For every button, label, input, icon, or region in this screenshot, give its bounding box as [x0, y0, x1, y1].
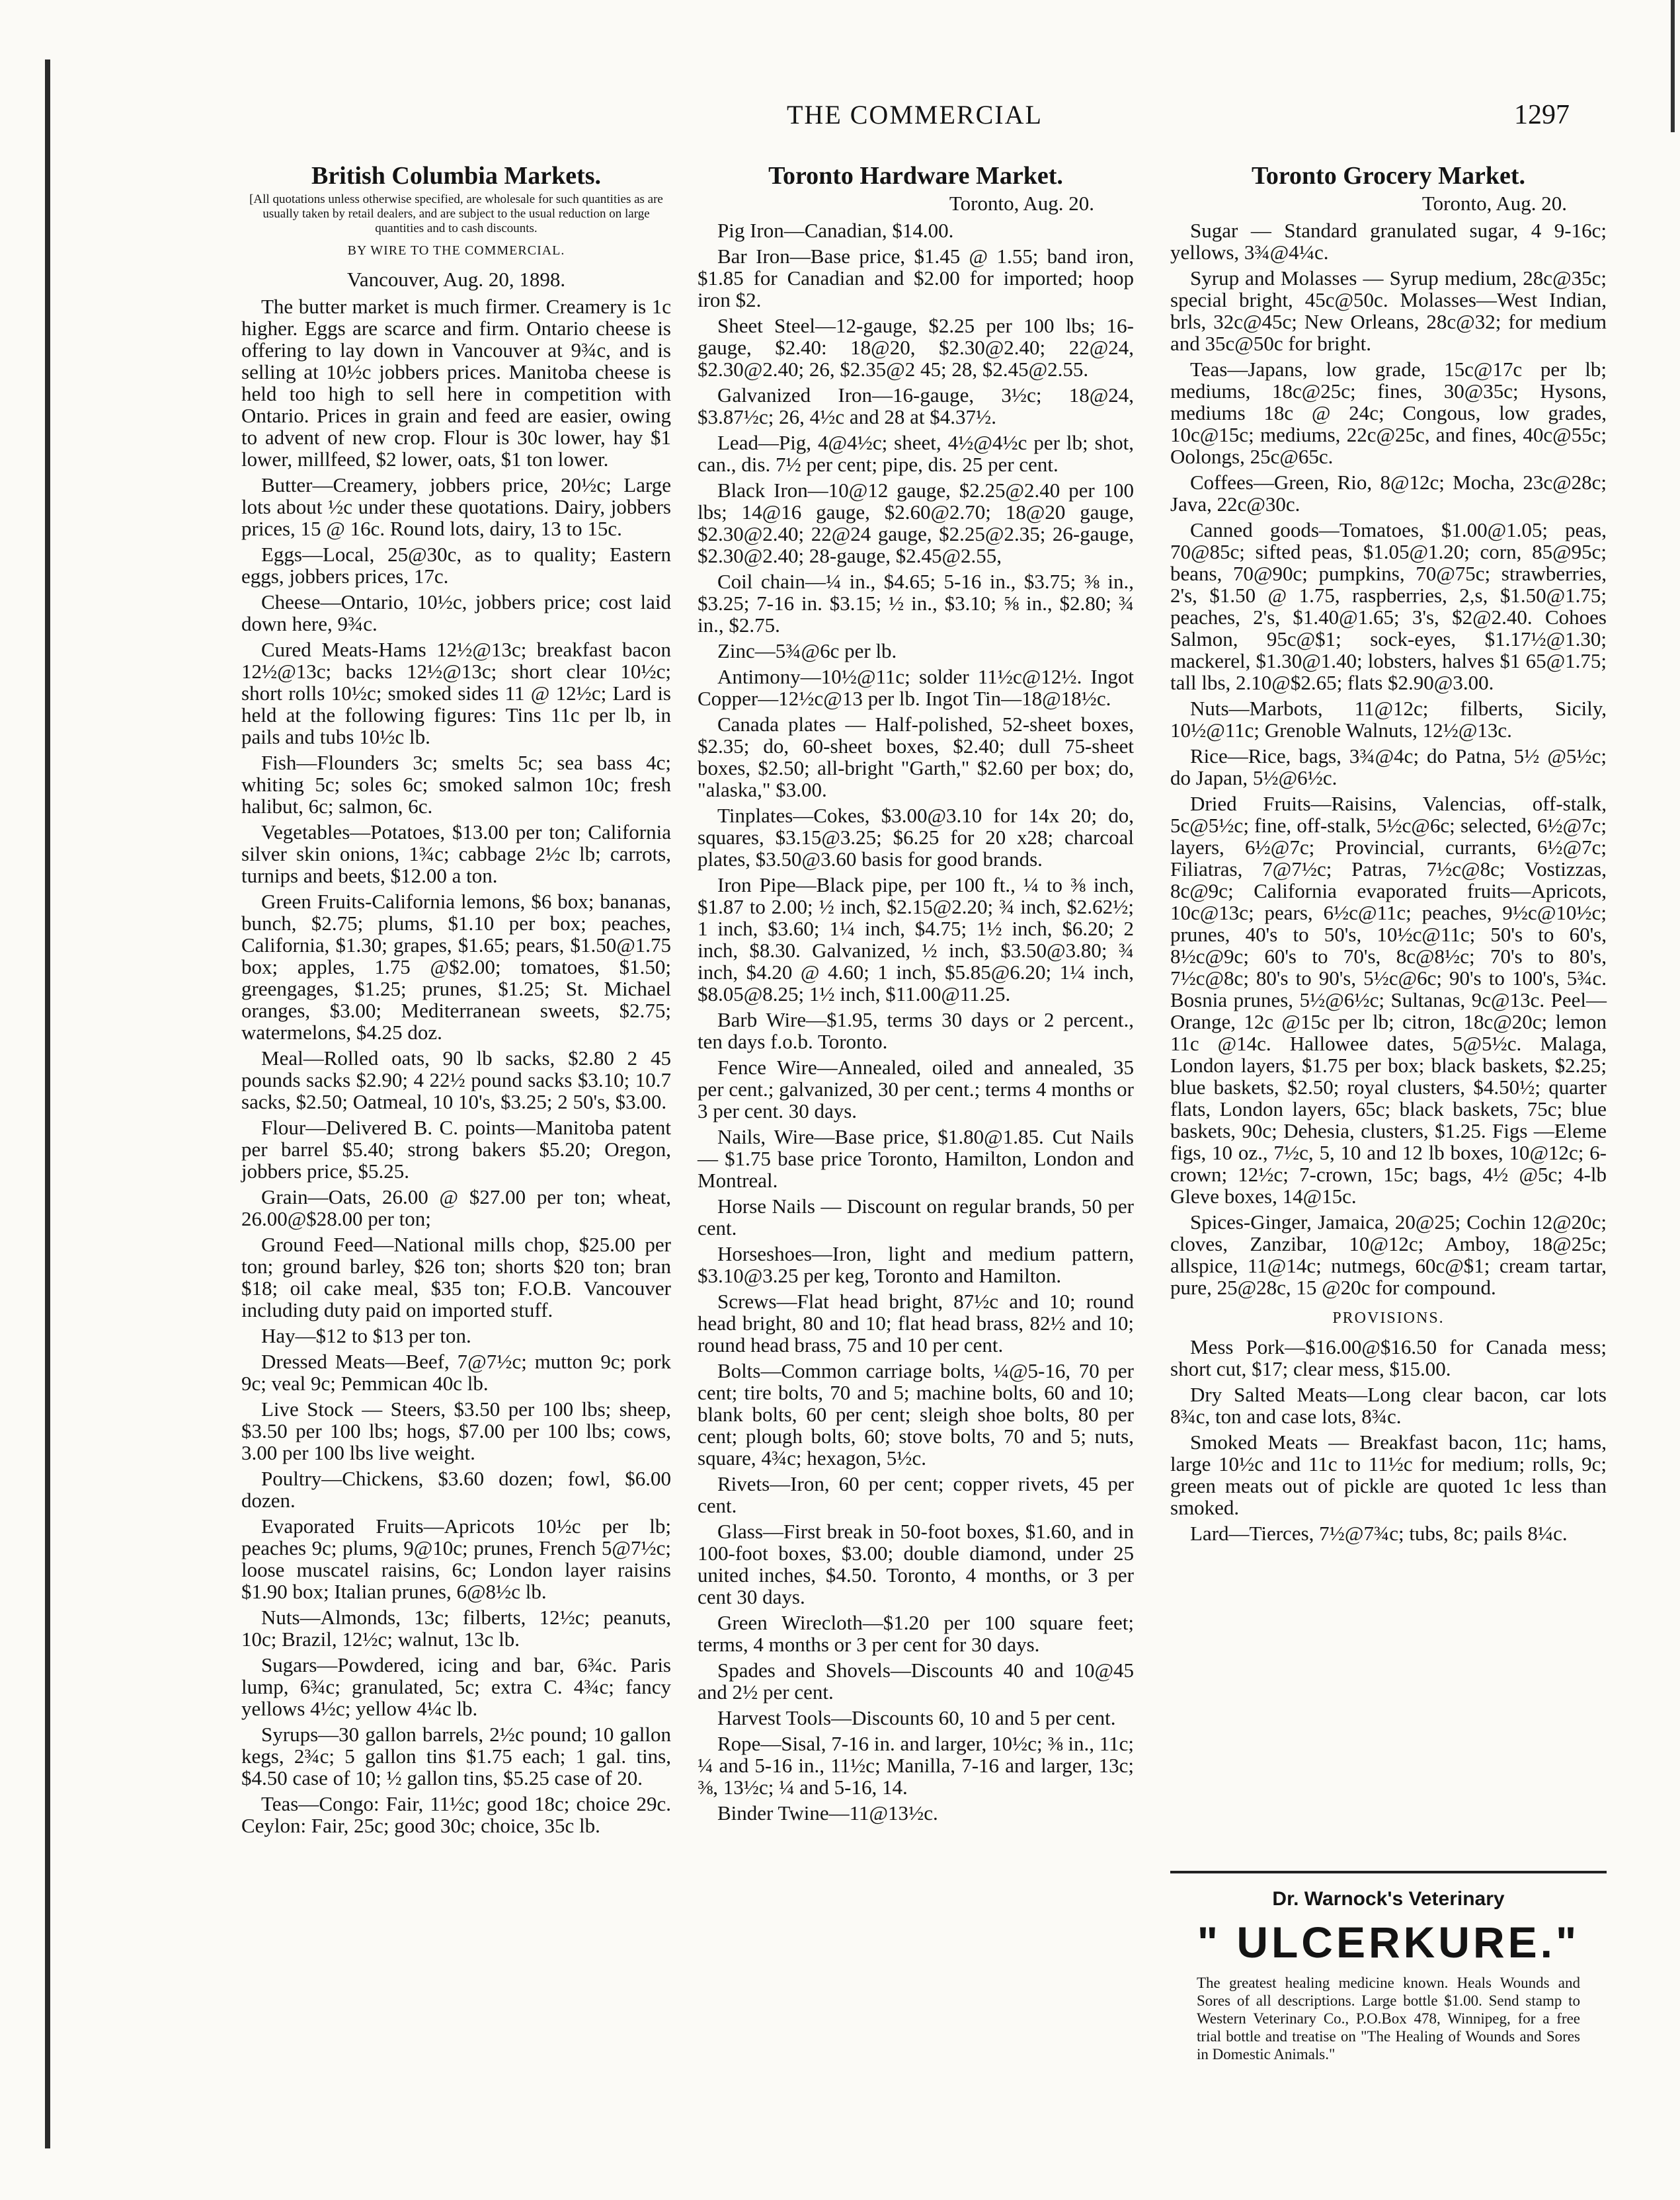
paragraph: Canned goods—Tomatoes, $1.00@1.05; peas, 70@85c; sifted peas, $1.05@1.20; corn, 85@95c; beans, 70@90c; pumpkins, 70@75c; strawberries, 2's, $1.50 @ 1.75, raspberries, 2,s, $1.50@1.75; peaches, 2's, $1.40@1.65; 3's, $2@2.40. Cohoes Salmon, 95c@$1; sock-eyes, $1.17½@1.30; mackerel, $1.30@1.40; lobsters, halves $1 65@1.75; tall lbs, 2.10@$2.65; flats $2.90@3.00. — [1170, 518, 1607, 694]
article-title: British Columbia Markets. — [311, 162, 602, 190]
paragraph: Grain—Oats, 26.00 @ $27.00 per ton; wheat, 26.00@$28.00 per ton; — [241, 1185, 671, 1230]
paragraph: Coil chain—¼ in., $4.65; 5-16 in., $3.75; ⅜ in., $3.25; 7-16 in. $3.15; ½ in., $3.10; ⅝ in., $2.80; ¾ in., $2.75. — [698, 570, 1134, 637]
dateline: Vancouver, Aug. 20, 1898. — [346, 268, 566, 291]
paragraph: Cheese—Ontario, 10½c, jobbers price; cost laid down here, 9¾c. — [241, 590, 671, 635]
paragraph: Smoked Meats — Breakfast bacon, 11c; hams, large 10½c and 11c to 11½c for medium; rolls, 9c; green meats out of pickle are quoted 1c less than smoked. — [1170, 1431, 1607, 1519]
page-number: 1297 — [1514, 100, 1570, 130]
paragraph: Screws—Flat head bright, 87½c and 10; round head bright, 80 and 10; flat head brass, 82½ and 10; round head brass, 75 and 10 per cent. — [698, 1290, 1134, 1356]
quotation-note: [All quotations unless otherwise specified, are wholesale for such quantities as are usually taken by retail dealers, and are subject to the usual reduction on large quantities and to cash discounts. — [249, 192, 663, 235]
paragraph: Rope—Sisal, 7-16 in. and larger, 10½c; ⅜ in., 11c; ¼ and 5-16 in., 11½c; Manilla, 7-16 and larger, 13c; ⅜, 13½c; ¼ and 5-16, 14. — [698, 1732, 1134, 1799]
paragraph: Poultry—Chickens, $3.60 dozen; fowl, $6.00 dozen. — [241, 1467, 671, 1512]
paragraph: Hay—$12 to $13 per ton. — [261, 1324, 471, 1347]
paragraph: Galvanized Iron—16-gauge, 3½c; 18@24, $3.87½c; 26, 4½c and 28 at $4.37½. — [698, 383, 1134, 428]
paragraph: Dried Fruits—Raisins, Valencias, off-stalk, 5c@5½c; fine, off-stalk, 5½c@6c; selected, 6½@7c; layers, 6½@7c; Provincial, currants, 6½@7c; Filiatras, 7@7½c; Patras, 7½c@8c; Vostizzas, 8c@9c; California evaporated fruits—Apricots, 10c@13c; pears, 6½c@11c; peaches, 9½c@10½c; prunes, 40's to 50's, 10½c@11c; 50's to 60's, 8½c@9c; 60's to 70's, 8c@8½c; 70's to 80's, 7½c@8c; 80's to 90's, 5½c@6c; 90's to 100's, 5¾c. Bosnia prunes, 5½@6½c; Sultanas, 9c@13c. Peel—Orange, 12c @15c per lb; citron, 18c@20c; lemon 11c @14c. Hallowee dates, 5@5½c. Malaga, London layers, $1.75 per box; black baskets, $2.25; blue baskets, $2.50; royal clusters, $4.50½; quarter flats, London layers, 65c; black baskets, 75c; blue baskets, 90c; Dehesia, clusters, $1.25. Figs —Eleme figs, 10 oz., 7½c, 5, 10 and 12 lb boxes, 10@12c; 6-crown; 12½c; 7-crown, 15c; bags, 4½ @5c; 4-lb Gleve boxes, 14@15c. — [1170, 792, 1607, 1208]
paragraph: Pig Iron—Canadian, $14.00. — [717, 219, 954, 242]
ad-body-text: The greatest healing medicine known. Heals Wounds and Sores of all descriptions. Large bottle $1.00. Send stamp to Western Veterinary Co., P.O.Box 478, Winnipeg, for a free trial bottle and treatise on "The Healing of Wounds and Sores in Domestic Animals." — [1197, 1975, 1580, 2062]
ad-heading: Dr. Warnock's Veterinary — [1272, 1888, 1505, 1910]
paragraph: Zinc—5¾@6c per lb. — [717, 639, 897, 662]
paragraph: Live Stock — Steers, $3.50 per 100 lbs; sheep, $3.50 per 100 lbs; hogs, $7.00 per 100 lbs; cows, 3.00 per 100 lbs live weight. — [241, 1397, 671, 1464]
page-edge-mark — [1671, 0, 1675, 132]
page-edge-rule — [45, 59, 50, 2148]
paragraph: Cured Meats-Hams 12½@13c; breakfast bacon 12½@13c; backs 12½@13c; short clear 10½c; short rolls 10½c; smoked sides 11 @ 12½c; Lard is held at the following figures: Tins 11c per lb, in pails and tubs 10½c lb. — [241, 638, 671, 748]
paragraph: Lard—Tierces, 7½@7¾c; tubs, 8c; pails 8¼c. — [1190, 1522, 1568, 1545]
paragraph: The butter market is much firmer. Creamery is 1c higher. Eggs are scarce and firm. Ontario cheese is offering to lay down in Vancouver at 9¾c, and is selling at 10½c jobbers prices. Manitoba cheese is held too high to sell here in competition with Ontario. Prices in grain and feed are easier, owing to advent of new crop. Flour is 30c lower, hay $1 lower, millfeed, $2 lower, oats, $1 ton lower. — [241, 295, 671, 471]
paragraph: Dressed Meats—Beef, 7@7½c; mutton 9c; pork 9c; veal 9c; Pemmican 40c lb. — [241, 1350, 671, 1395]
paragraph: Green Fruits-California lemons, $6 box; bananas, bunch, $2.75; plums, $1.10 per box; peaches, California, $1.30; grapes, $1.65; pears, $1.50@1.75 box; apples, 1.75 @$2.00; tomatoes, $1.50; greengages, $1.25; prunes, $1.25; St. Michael oranges, $3.00; Mediterranean sweets, $2.75; watermelons, $4.25 doz. — [241, 890, 671, 1044]
paragraph: Vegetables—Potatoes, $13.00 per ton; California silver skin onions, 1¾c; cabbage 2½c lb; carrots, turnips and beets, $12.00 a ton. — [241, 820, 671, 887]
paragraph: Antimony—10½@11c; solder 11½c@12½. Ingot Copper—12½c@13 per lb. Ingot Tin—18@18½c. — [698, 665, 1134, 710]
paragraph: Glass—First break in 50-foot boxes, $1.60, and in 100-foot boxes, $3.00; double diamond, under 25 united inches, $4.50. Toronto, 4 months, or 3 per cent 30 days. — [698, 1520, 1134, 1608]
paragraph: Green Wirecloth—$1.20 per 100 square feet; terms, 4 months or 3 per cent for 30 days. — [698, 1611, 1134, 1656]
paragraph: Bar Iron—Base price, $1.45 @ 1.55; band iron, $1.85 for Canadian and $2.00 for imported; hoop iron $2. — [698, 245, 1134, 311]
paragraph: Butter—Creamery, jobbers price, 20½c; Large lots about ½c under these quotations. Dairy, jobbers prices, 15 @ 16c. Round lots, dairy, 13 to 15c. — [241, 473, 671, 540]
paragraph: Sugar — Standard granulated sugar, 4 9-16c; yellows, 3¾@4¼c. — [1170, 219, 1607, 264]
paragraph: Harvest Tools—Discounts 60, 10 and 5 per cent. — [717, 1706, 1116, 1729]
paragraph: Ground Feed—National mills chop, $25.00 per ton; ground barley, $26 ton; shorts $20 ton; bran $18; oil cake meal, $35 ton; F.O.B. Vancouver including duty paid on imported stuff. — [241, 1233, 671, 1321]
paragraph: Dry Salted Meats—Long clear bacon, car lots 8¾c, ton and case lots, 8¾c. — [1170, 1383, 1607, 1428]
paragraph: Evaporated Fruits—Apricots 10½c per lb; peaches 9c; plums, 9@10c; prunes, French 5@7½c; loose muscatel raisins, 6c; London layer raisins $1.90 box; Italian prunes, 6@8½c lb. — [241, 1514, 671, 1603]
paragraph: Nails, Wire—Base price, $1.80@1.85. Cut Nails — $1.75 base price Toronto, Hamilton, London and Montreal. — [698, 1125, 1134, 1192]
dateline: Toronto, Aug. 20. — [1421, 192, 1567, 215]
paragraph: Spices-Ginger, Jamaica, 20@25; Cochin 12@20c; cloves, Zanzibar, 10@12c; Amboy, 18@25c; allspice, 11@14c; nutmegs, 60c@$1; cream tartar, pure, 25@28c, 15 @20c for compound. — [1170, 1210, 1607, 1299]
paragraph: Nuts—Almonds, 13c; filberts, 12½c; peanuts, 10c; Brazil, 12½c; walnut, 13c lb. — [241, 1606, 671, 1651]
paragraph: Sugars—Powdered, icing and bar, 6¾c. Paris lump, 6¾c; granulated, 5c; extra C. 4¾c; fancy yellows 4½c; yellow 4¼c lb. — [241, 1653, 671, 1720]
paragraph: Eggs—Local, 25@30c, as to quality; Eastern eggs, jobbers prices, 17c. — [241, 543, 671, 588]
paragraph: Bolts—Common carriage bolts, ¼@5-16, 70 per cent; tire bolts, 70 and 5; machine bolts, 60 and 10; blank bolts, 60 per cent; sleigh shoe bolts, 80 per cent; plough bolts, 60; stove bolts, 70 and 5; nuts, square, 4¾c; hexagon, 5½c. — [698, 1359, 1134, 1470]
article-title: Toronto Hardware Market. — [768, 162, 1063, 190]
dateline: Toronto, Aug. 20. — [949, 192, 1094, 215]
paragraph: Rice—Rice, bags, 3¾@4c; do Patna, 5½ @5½c; do Japan, 5½@6½c. — [1170, 744, 1607, 789]
column-british-columbia — [241, 162, 671, 1840]
paragraph: Horseshoes—Iron, light and medium pattern, $3.10@3.25 per keg, Toronto and Hamilton. — [698, 1242, 1134, 1287]
running-head: THE COMMERCIAL — [787, 100, 1043, 130]
paragraph: Flour—Delivered B. C. points—Manitoba patent per barrel $5.40; strong bakers $5.20; Oregon, jobbers price, $5.25. — [241, 1116, 671, 1183]
paragraph: Coffees—Green, Rio, 8@12c; Mocha, 23c@28c; Java, 22c@30c. — [1170, 471, 1607, 516]
provisions-heading: PROVISIONS. — [1332, 1310, 1445, 1327]
paragraph: Horse Nails — Discount on regular brands, 50 per cent. — [698, 1195, 1134, 1239]
column-toronto-hardware — [698, 162, 1134, 1828]
paragraph: Nuts—Marbots, 11@12c; filberts, Sicily, 10½@11c; Grenoble Walnuts, 12½@13c. — [1170, 697, 1607, 742]
paragraph: Sheet Steel—12-gauge, $2.25 per 100 lbs; 16-gauge, $2.40: 18@20, $2.30@2.40; 22@24, $2.30@2.40; 26, $2.35@2 45; 28, $2.45@2.55. — [698, 314, 1134, 381]
paragraph: Iron Pipe—Black pipe, per 100 ft., ¼ to ⅜ inch, $1.87 to 2.00; ½ inch, $2.15@2.20; ¾ inch, $2.62½; 1 inch, $3.60; 1¼ inch, $4.75; 1½ inch, $6.20; 2 inch, $8.30. Galvanized, ½ inch, $3.50@3.80; ¾ inch, $4.20 @ 4.60; 1 inch, $5.85@6.20; 1¼ inch, $8.05@8.25; 1½ inch, $11.00@11.25. — [698, 873, 1134, 1005]
paragraph: Spades and Shovels—Discounts 40 and 10@45 and 2½ per cent. — [698, 1659, 1134, 1704]
column-toronto-grocery — [1170, 162, 1607, 1548]
paragraph: Mess Pork—$16.00@$16.50 for Canada mess; short cut, $17; clear mess, $15.00. — [1170, 1335, 1607, 1380]
paragraph: Tinplates—Cokes, $3.00@3.10 for 14x 20; do, squares, $3.15@3.25; $6.25 for 20 x28; charcoal plates, $3.50@3.60 basis for good brands. — [698, 804, 1134, 871]
article-title: Toronto Grocery Market. — [1251, 162, 1526, 190]
advertisement-ulcerkure — [1170, 1871, 1607, 2063]
paragraph: Binder Twine—11@13½c. — [717, 1801, 938, 1825]
paragraph: Teas—Japans, low grade, 15c@17c per lb; mediums, 18c@25c; fines, 30@35c; Hysons, mediums 18c @ 24c; Congous, low grades, 10c@15c; mediums, 22c@25c, and fines, 40c@55c; Oolongs, 25c@65c. — [1170, 358, 1607, 468]
paragraph: Black Iron—10@12 gauge, $2.25@2.40 per 100 lbs; 14@16 gauge, $2.60@2.70; 18@20 gauge, $2.30@2.40; 22@24 gauge, $2.25@2.35; 26-gauge, $2.30@2.40; 28-gauge, $2.45@2.55, — [698, 479, 1134, 567]
paragraph: Lead—Pig, 4@4½c; sheet, 4½@4½c per lb; shot, can., dis. 7½ per cent; pipe, dis. 25 per cent. — [698, 431, 1134, 476]
wire-credit: BY WIRE TO THE COMMERCIAL. — [347, 243, 565, 258]
paragraph: Fish—Flounders 3c; smelts 5c; sea bass 4c; whiting 5c; soles 6c; smoked salmon 10c; fresh halibut, 6c; salmon, 6c. — [241, 751, 671, 818]
paragraph: Syrup and Molasses — Syrup medium, 28c@35c; special bright, 45c@50c. Molasses—West Indian, brls, 32c@45c; New Orleans, 28c@32; for medium and 35c@50c for bright. — [1170, 266, 1607, 355]
paragraph: Meal—Rolled oats, 90 lb sacks, $2.80 2 45 pounds sacks $2.90; 4 22½ pound sacks $3.10; 10.7 sacks, $2.50; Oatmeal, 10 10's, $3.25; 2 50's, $3.00. — [241, 1046, 671, 1113]
paragraph: Syrups—30 gallon barrels, 2½c pound; 10 gallon kegs, 2¾c; 5 gallon tins $1.75 each; 1 gal. tins, $4.50 case of 10; ½ gallon tins, $5.25 case of 20. — [241, 1723, 671, 1789]
paragraph: Barb Wire—$1.95, terms 30 days or 2 percent., ten days f.o.b. Toronto. — [698, 1008, 1134, 1053]
ad-product-name: " ULCERKURE." — [1197, 1918, 1580, 1967]
paragraph: Teas—Congo: Fair, 11½c; good 18c; choice 29c. Ceylon: Fair, 25c; good 30c; choice, 35c lb. — [241, 1792, 671, 1837]
paragraph: Canada plates — Half-polished, 52-sheet boxes, $2.35; do, 60-sheet boxes, $2.40; dull 75-sheet boxes, $2.50; all-bright "Garth," $2.60 per box; do, "alaska," $3.00. — [698, 713, 1134, 801]
paragraph: Rivets—Iron, 60 per cent; copper rivets, 45 per cent. — [698, 1472, 1134, 1517]
paragraph: Fence Wire—Annealed, oiled and annealed, 35 per cent.; galvanized, 30 per cent.; terms 4 months or 3 per cent. 30 days. — [698, 1056, 1134, 1122]
